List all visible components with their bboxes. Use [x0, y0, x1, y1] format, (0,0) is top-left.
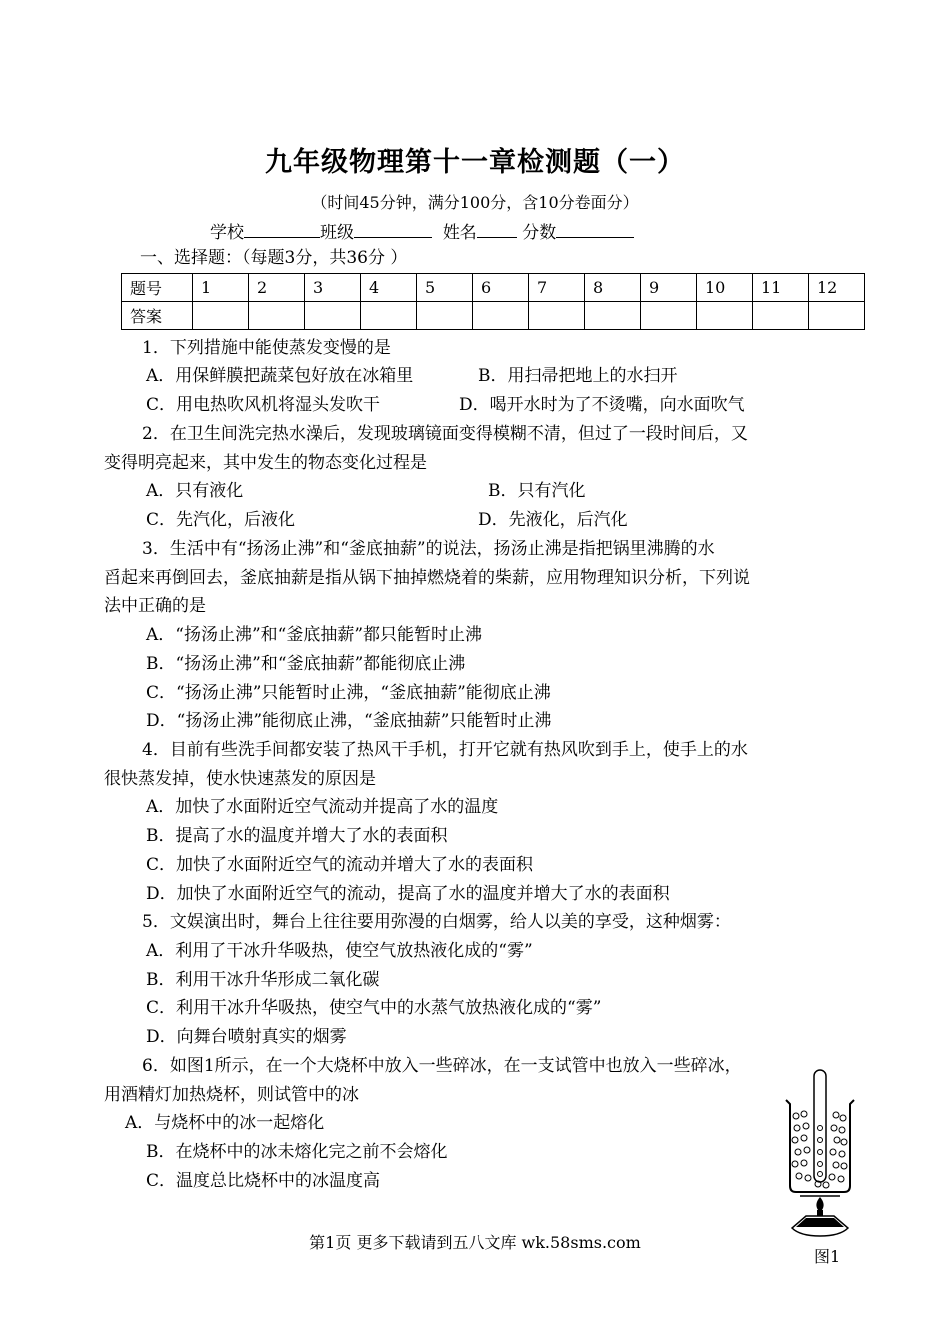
- number-cell: 4: [361, 274, 417, 302]
- question-3-stem-line2: 舀起来再倒回去，釜底抽薪是指从锅下抽掉燃烧着的柴薪，应用物理知识分析，下列说: [104, 568, 750, 588]
- question-5-option-b: B．利用干冰升华形成二氧化碳: [146, 970, 380, 990]
- question-6-option-c: C．温度总比烧杯中的冰温度高: [146, 1171, 381, 1191]
- exam-subtitle: （时间45分钟，满分100分，含10分卷面分）: [311, 193, 639, 212]
- name-label: 姓名: [442, 223, 477, 243]
- question-5-option-d: D．向舞台喷射真实的烟雾: [146, 1027, 347, 1047]
- number-cell: 1: [193, 274, 249, 302]
- question-4-option-b: B．提高了水的温度并增大了水的表面积: [146, 826, 448, 846]
- question-2-option-d: D．先液化，后汽化: [478, 510, 628, 530]
- number-cell: 11: [753, 274, 809, 302]
- table-row-numbers: [122, 274, 865, 302]
- class-blank[interactable]: [354, 219, 432, 238]
- number-cell: 9: [641, 274, 697, 302]
- question-1-option-a: A．用保鲜膜把蔬菜包好放在冰箱里: [146, 366, 414, 386]
- question-4-option-a: A．加快了水面附近空气流动并提高了水的温度: [146, 797, 499, 817]
- question-2-option-a: A．只有液化: [146, 481, 244, 501]
- table-answer-label: 答案: [122, 302, 193, 330]
- page-footer: 第1页 更多下载请到五八文库 wk.58sms.com: [309, 1233, 641, 1252]
- question-6-option-a: A．与烧杯中的冰一起熔化: [125, 1113, 325, 1133]
- question-1-option-c: C．用电热吹风机将湿头发吹干: [146, 395, 381, 415]
- table-row-answers: [122, 302, 865, 330]
- class-label: 班级: [320, 223, 354, 243]
- answer-cell[interactable]: [305, 302, 361, 330]
- question-3-option-b: B．“扬汤止沸”和“釜底抽薪”都能彻底止沸: [146, 654, 466, 674]
- score-blank[interactable]: [556, 219, 634, 238]
- answer-cell[interactable]: [249, 302, 305, 330]
- number-cell: 6: [473, 274, 529, 302]
- school-blank[interactable]: [244, 219, 320, 238]
- question-6-stem-line2: 用酒精灯加热烧杯，则试管中的冰: [104, 1085, 359, 1105]
- question-1-option-b: B．用扫帚把地上的水扫开: [478, 366, 678, 386]
- answer-cell[interactable]: [361, 302, 417, 330]
- question-5-option-c: C．利用干冰升华吸热，使空气中的水蒸气放热液化成的“雾”: [146, 998, 602, 1018]
- question-2-option-b: B．只有汽化: [488, 481, 586, 501]
- number-cell: 10: [697, 274, 753, 302]
- question-5-option-a: A．利用了干冰升华吸热，使空气放热液化成的“雾”: [146, 941, 533, 961]
- question-2-option-c: C．先汽化，后液化: [146, 510, 296, 530]
- number-cell: 8: [585, 274, 641, 302]
- name-blank[interactable]: [477, 219, 517, 238]
- school-label: 学校: [210, 223, 244, 243]
- answer-cell[interactable]: [193, 302, 249, 330]
- question-5-stem: 5．文娱演出时，舞台上往往要用弥漫的白烟雾，给人以美的享受，这种烟雾：: [142, 912, 731, 932]
- answer-cell[interactable]: [753, 302, 809, 330]
- answer-table: [121, 273, 865, 330]
- table-header-label: 题号: [122, 274, 193, 302]
- answer-cell[interactable]: [585, 302, 641, 330]
- number-cell: 5: [417, 274, 473, 302]
- answer-cell[interactable]: [697, 302, 753, 330]
- question-4-option-c: C．加快了水面附近空气的流动并增大了水的表面积: [146, 855, 534, 875]
- question-3-stem-line3: 法中正确的是: [104, 596, 206, 616]
- answer-cell[interactable]: [809, 302, 865, 330]
- question-3-option-d: D．“扬汤止沸”能彻底止沸，“釜底抽薪”只能暂时止沸: [146, 711, 552, 731]
- number-cell: 12: [809, 274, 865, 302]
- question-1-stem: 1．下列措施中能使蒸发变慢的是: [142, 338, 391, 358]
- question-2-stem-line2: 变得明亮起来，其中发生的物态变化过程是: [104, 453, 427, 473]
- beaker-figure: [780, 1068, 860, 1238]
- number-cell: 7: [529, 274, 585, 302]
- answer-cell[interactable]: [529, 302, 585, 330]
- section-heading: 一、选择题：（每题3分，共36分 ）: [140, 248, 408, 268]
- figure-label: 图1: [814, 1247, 841, 1266]
- score-label: 分数: [522, 223, 557, 243]
- question-6-stem-line1: 6．如图1所示，在一个大烧杯中放入一些碎冰，在一支试管中也放入一些碎冰，: [142, 1056, 742, 1076]
- student-info: [210, 218, 634, 243]
- answer-cell[interactable]: [417, 302, 473, 330]
- question-3-option-a: A．“扬汤止沸”和“釜底抽薪”都只能暂时止沸: [146, 625, 483, 645]
- question-3-stem-line1: 3．生活中有“扬汤止沸”和“釜底抽薪”的说法，扬汤止沸是指把锅里沸腾的水: [142, 539, 715, 559]
- number-cell: 2: [249, 274, 305, 302]
- question-4-option-d: D．加快了水面附近空气的流动，提高了水的温度并增大了水的表面积: [146, 884, 670, 904]
- question-4-stem-line1: 4．目前有些洗手间都安装了热风干手机，打开它就有热风吹到手上，使手上的水: [142, 740, 748, 760]
- answer-cell[interactable]: [473, 302, 529, 330]
- number-cell: 3: [305, 274, 361, 302]
- question-3-option-c: C．“扬汤止沸”只能暂时止沸，“釜底抽薪”能彻底止沸: [146, 683, 551, 703]
- question-4-stem-line2: 很快蒸发掉，使水快速蒸发的原因是: [104, 769, 376, 789]
- page-title: 九年级物理第十一章检测题（一）: [265, 147, 685, 178]
- answer-cell[interactable]: [641, 302, 697, 330]
- question-2-stem-line1: 2．在卫生间洗完热水澡后，发现玻璃镜面变得模糊不清，但过了一段时间后，又: [142, 424, 748, 444]
- question-6-option-b: B．在烧杯中的冰未熔化完之前不会熔化: [146, 1142, 448, 1162]
- question-1-option-d: D．喝开水时为了不烫嘴，向水面吹气: [459, 395, 745, 415]
